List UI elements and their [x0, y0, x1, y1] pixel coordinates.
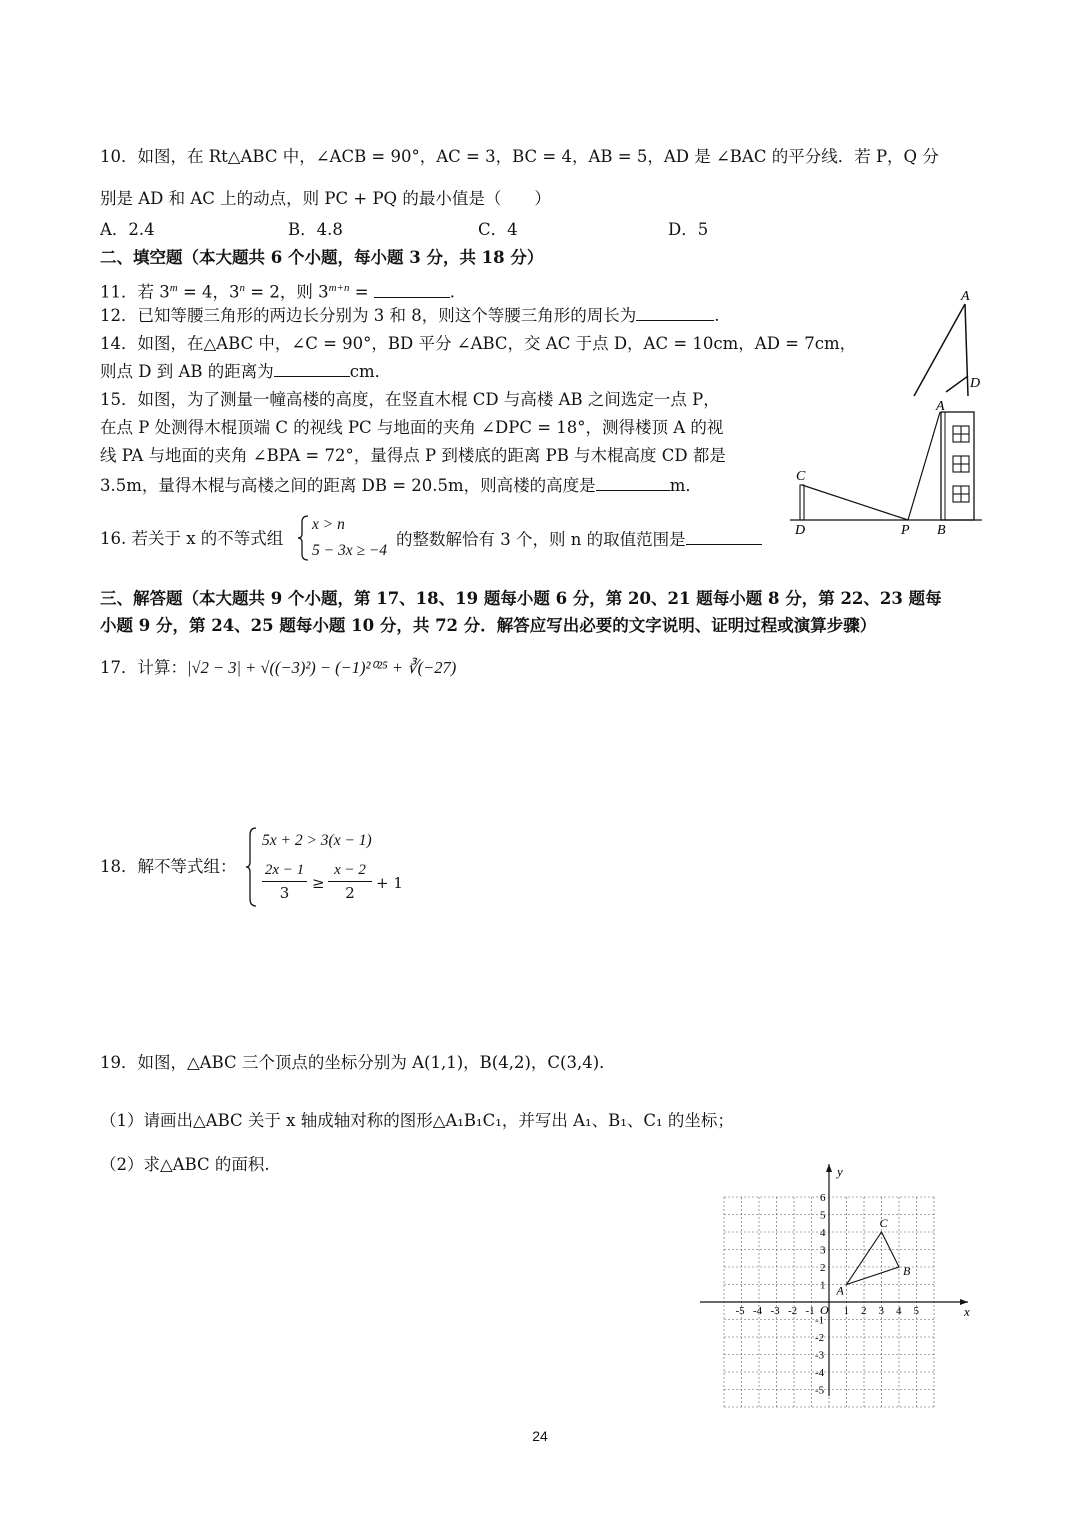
section3-line2: 小题 9 分，第 24、25 题每小题 10 分，共 72 分．解答应写出必要的文字说明、证明过程或演算步骤） [100, 616, 877, 635]
q10-option-d: D．5 [668, 220, 709, 239]
x-tick-label: -3 [770, 1305, 780, 1317]
x-tick-label: 5 [913, 1305, 919, 1317]
q18-rhs-bar [328, 881, 372, 882]
x-tick-label: 2 [861, 1305, 867, 1317]
y-tick-label: 4 [820, 1227, 826, 1239]
q15-label-a: A [936, 399, 945, 414]
q15-label-d: D [795, 523, 806, 538]
q15-answer-blank[interactable] [596, 474, 670, 491]
q15-windows [953, 426, 969, 502]
q18-rhs-den: 2 [345, 884, 355, 902]
q16-ineq1: x > n [312, 516, 345, 533]
q12 [100, 304, 719, 327]
q16-brace [296, 514, 310, 562]
q11-exp-m: m [169, 282, 178, 294]
y-tick-label: 2 [820, 1262, 826, 1274]
q15-stick-cd [800, 485, 804, 520]
q18-rhs-tail: + 1 [376, 874, 403, 892]
q18-lhs-den: 3 [279, 884, 290, 902]
q11-eq1: = 4，3 [177, 282, 240, 302]
q19-part1: （1）请画出△ABC 关于 x 轴成轴对称的图形△A₁B₁C₁，并写出 A₁、B₁、C₁ 的坐标； [100, 1111, 734, 1130]
q17-expression: |√2 − 3| + √((−3)²) − (−1)²⁰²⁵ + ∛(−27) [187, 658, 457, 677]
q10-option-c: C．4 [478, 220, 518, 239]
q15-line3: 线 PA 与地面的夹角 ∠BPA = 72°，量得点 P 到楼底的距离 PB 与木棍高度 CD 都是 [100, 446, 726, 465]
q15-sightline-pc [802, 485, 908, 520]
x-tick-label: -4 [753, 1305, 763, 1317]
q14-segment-bd [946, 376, 968, 392]
q15-label-c: C [796, 469, 806, 484]
origin-label: O [820, 1303, 829, 1317]
point-label-b: B [903, 1264, 911, 1278]
y-axis-label: y [837, 1164, 843, 1179]
y-tick-label: 5 [820, 1209, 826, 1222]
q16-post: 的整数解恰有 3 个，则 n 的取值范围是 [396, 530, 686, 549]
q19-line1: 19．如图，△ABC 三个顶点的坐标分别为 A(1,1)，B(4,2)，C(3,4)． [100, 1053, 616, 1072]
y-axis-arrow-icon [826, 1164, 832, 1172]
y-tick-label: -5 [815, 1384, 825, 1397]
q15-line4-pre: 3.5m，量得木棍与高楼之间的距离 DB = 20.5m，则高楼的高度是 [100, 476, 596, 495]
q11-pre: 11．若 3 [100, 282, 170, 302]
q18-label: 18．解不等式组： [100, 857, 237, 876]
section2-title: 二、填空题（本大题共 6 个小题，每小题 3 分，共 18 分） [100, 248, 544, 267]
q18-brace [244, 826, 258, 908]
y-tick-label: -2 [815, 1332, 825, 1344]
point-label-a: A [836, 1283, 844, 1298]
q18-lhs-num: 2x − 1 [264, 862, 305, 878]
q14-line2-pre: 则点 D 到 AB 的距离为 [100, 362, 274, 381]
q14-answer-blank[interactable] [274, 360, 350, 377]
q12-text: 12．已知等腰三角形的两边长分别为 3 和 8，则这个等腰三角形的周长为 [100, 306, 637, 325]
point-label-c: C [879, 1216, 888, 1230]
q15-line1: 15．如图，为了测量一幢高楼的高度，在竖直木棍 CD 与高楼 AB 之间选定一点 P， [100, 390, 720, 409]
q18-ineq1: 5x + 2 > 3(x − 1) [262, 832, 372, 849]
q14-label-a: A [961, 289, 970, 304]
x-tick-label: -5 [735, 1305, 745, 1317]
x-tick-label: -2 [788, 1305, 798, 1317]
q16-ineq2: 5 − 3x ≥ −4 [312, 542, 388, 559]
y-tick-label: -3 [815, 1349, 825, 1362]
q15-label-b: B [937, 523, 946, 538]
x-axis-label: x [964, 1304, 970, 1319]
x-tick-label: 3 [878, 1305, 884, 1317]
q10-option-b: B．4.8 [288, 220, 343, 239]
q16-post-line [396, 528, 762, 551]
q14-label-d: D [970, 376, 981, 391]
q14-line2-post: cm． [349, 362, 392, 381]
q11-exp-n: n [239, 282, 246, 294]
q19-part2: （2）求△ABC 的面积. [100, 1155, 270, 1174]
q18-rel: ≥ [312, 874, 325, 892]
q19-coordinate-grid [700, 1160, 980, 1400]
q17 [100, 657, 456, 679]
y-tick-label: 1 [820, 1279, 826, 1292]
q15-figure [790, 400, 986, 540]
y-tick-label: -4 [815, 1367, 825, 1379]
q10-line1: 10．如图，在 Rt△ABC 中，∠ACB = 90°，AC = 3，BC = 4，AB = 5，AD 是 ∠BAC 的平分线．若 P，Q 分 [100, 147, 939, 166]
q14-side-ab [914, 304, 965, 396]
q15-line2: 在点 P 处测得木棍顶端 C 的视线 PC 与地面的夹角 ∠DPC = 18°，测得楼顶 A 的视 [100, 418, 724, 437]
q12-end: . [714, 306, 720, 325]
q14-side-ac [965, 304, 968, 396]
q18-rhs-num: x − 2 [334, 862, 366, 878]
q16-answer-blank[interactable] [686, 528, 762, 545]
q18-lhs-bar [262, 881, 307, 882]
q16-pre: 16. 若关于 x 的不等式组 [100, 529, 284, 548]
y-tick-label: 6 [820, 1192, 826, 1204]
q15-line4 [100, 474, 702, 497]
q15-label-p: P [901, 523, 910, 538]
x-tick-label: 1 [843, 1305, 849, 1317]
q14-line2 [100, 360, 391, 383]
q15-line4-post: m． [669, 476, 702, 495]
q17-label: 17．计算： [100, 658, 187, 677]
q11-answer-blank[interactable] [374, 281, 450, 298]
page-number: 24 [532, 1428, 548, 1444]
q15-sightline-pa [908, 412, 940, 520]
x-tick-label: 4 [896, 1305, 902, 1317]
q11-end: . [449, 282, 456, 302]
x-tick-label: -1 [805, 1305, 815, 1317]
q10-line2: 别是 AD 和 AC 上的动点，则 PC + PQ 的最小值是（ ） [100, 189, 551, 208]
y-tick-label: -1 [815, 1314, 825, 1327]
triangle-abc [847, 1232, 900, 1285]
y-tick-label: 3 [820, 1244, 826, 1257]
section3-line1: 三、解答题（本大题共 9 个小题，第 17、18、19 题每小题 6 分，第 20、21 题每小题 8 分，第 22、23 题每 [100, 589, 942, 608]
q11-eq3: = [349, 282, 369, 302]
q12-answer-blank[interactable] [636, 304, 714, 321]
q11-exp-mn: m+n [328, 282, 350, 294]
q14-figure [900, 284, 990, 400]
q14-line1: 14．如图，在△ABC 中，∠C = 90°，BD 平分 ∠ABC，交 AC 于点 D，AC = 10cm，AD = 7cm， [100, 334, 857, 353]
q11 [100, 277, 455, 304]
q11-eq2: = 2，则 3 [245, 282, 329, 302]
q10-option-a: A．2.4 [100, 220, 155, 239]
